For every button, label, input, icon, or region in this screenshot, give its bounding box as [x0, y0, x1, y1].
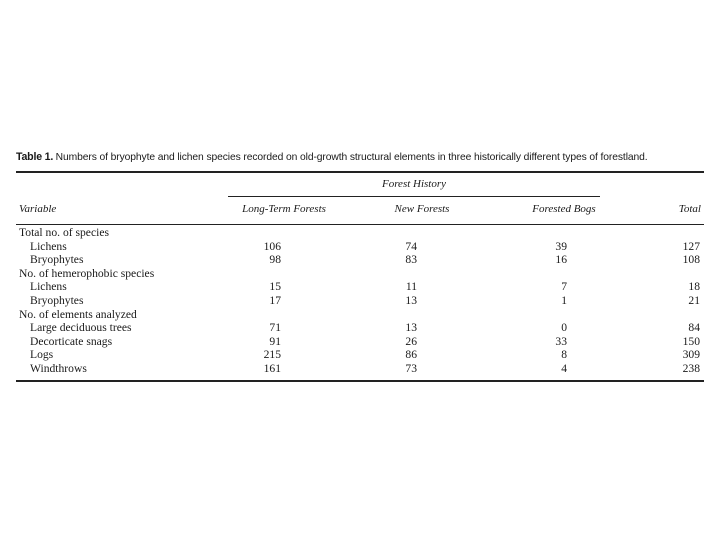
row-label: Lichens — [30, 239, 67, 253]
cell-bogs: 39 — [555, 239, 567, 253]
cell-bogs: 8 — [561, 348, 567, 362]
cell-total: 309 — [682, 348, 700, 362]
table-row — [16, 321, 704, 335]
cell-long-term: 161 — [263, 361, 281, 375]
column-header-total: Total — [678, 203, 701, 215]
cell-bogs: 0 — [561, 321, 567, 335]
table-body — [16, 226, 704, 376]
cell-long-term: 15 — [269, 280, 281, 294]
cell-total: 84 — [688, 321, 700, 335]
row-label: Bryophytes — [30, 253, 84, 267]
forest-history-spanner: Forest History — [381, 178, 447, 190]
cell-new: 11 — [405, 280, 417, 294]
cell-total: 18 — [688, 280, 700, 294]
cell-long-term: 71 — [269, 321, 281, 335]
cell-total: 21 — [688, 293, 700, 307]
cell-bogs: 33 — [555, 334, 567, 348]
table-caption-text: Numbers of bryophyte and lichen species recorded on old-growth structural elements in three historically different types of forestland. — [55, 152, 648, 163]
cell-new: 86 — [405, 348, 417, 362]
cell-new: 13 — [405, 321, 417, 335]
column-header-long-term-forests: Long-Term Forests — [242, 203, 326, 215]
column-header-forested-bogs: Forested Bogs — [532, 203, 596, 215]
cell-new: 74 — [405, 239, 417, 253]
table-row — [16, 253, 704, 267]
spanner-rule — [228, 196, 600, 197]
row-label: Decorticate snags — [30, 334, 113, 348]
cell-bogs: 4 — [561, 361, 567, 375]
cell-total: 150 — [682, 334, 700, 348]
cell-bogs: 16 — [555, 253, 567, 267]
row-label: Logs — [30, 348, 54, 362]
cell-long-term: 106 — [263, 239, 281, 253]
cell-long-term: 98 — [269, 253, 281, 267]
row-label: Total no. of species — [19, 226, 109, 239]
table-row — [16, 348, 704, 362]
table-row — [16, 308, 704, 322]
row-label: No. of elements analyzed — [19, 307, 137, 321]
cell-new: 26 — [405, 334, 417, 348]
table-row — [16, 240, 704, 254]
table-caption — [16, 151, 716, 163]
header-rule — [16, 224, 704, 225]
column-header-new-forests: New Forests — [394, 203, 450, 215]
table-bottom-rule — [16, 380, 704, 382]
cell-new: 83 — [405, 253, 417, 267]
cell-bogs: 7 — [561, 280, 567, 294]
cell-total: 238 — [682, 361, 700, 375]
cell-total: 127 — [682, 239, 700, 253]
row-label: No. of hemerophobic species — [19, 266, 155, 280]
cell-long-term: 91 — [269, 334, 281, 348]
row-label: Large deciduous trees — [30, 321, 132, 335]
row-label: Lichens — [30, 280, 67, 294]
cell-bogs: 1 — [561, 293, 567, 307]
cell-new: 73 — [405, 361, 417, 375]
table-caption-label: Table 1. — [16, 151, 54, 163]
row-label: Windthrows — [30, 361, 87, 375]
row-label: Bryophytes — [30, 293, 84, 307]
table-row — [16, 226, 704, 240]
table-row — [16, 362, 704, 376]
cell-new: 13 — [405, 293, 417, 307]
table-row — [16, 335, 704, 349]
table-row — [16, 280, 704, 294]
cell-long-term: 17 — [269, 293, 281, 307]
cell-total: 108 — [682, 253, 700, 267]
table-row — [16, 267, 704, 281]
cell-long-term: 215 — [263, 348, 281, 362]
table-row — [16, 294, 704, 308]
column-header-variable: Variable — [19, 203, 57, 215]
table-top-rule — [16, 171, 704, 173]
